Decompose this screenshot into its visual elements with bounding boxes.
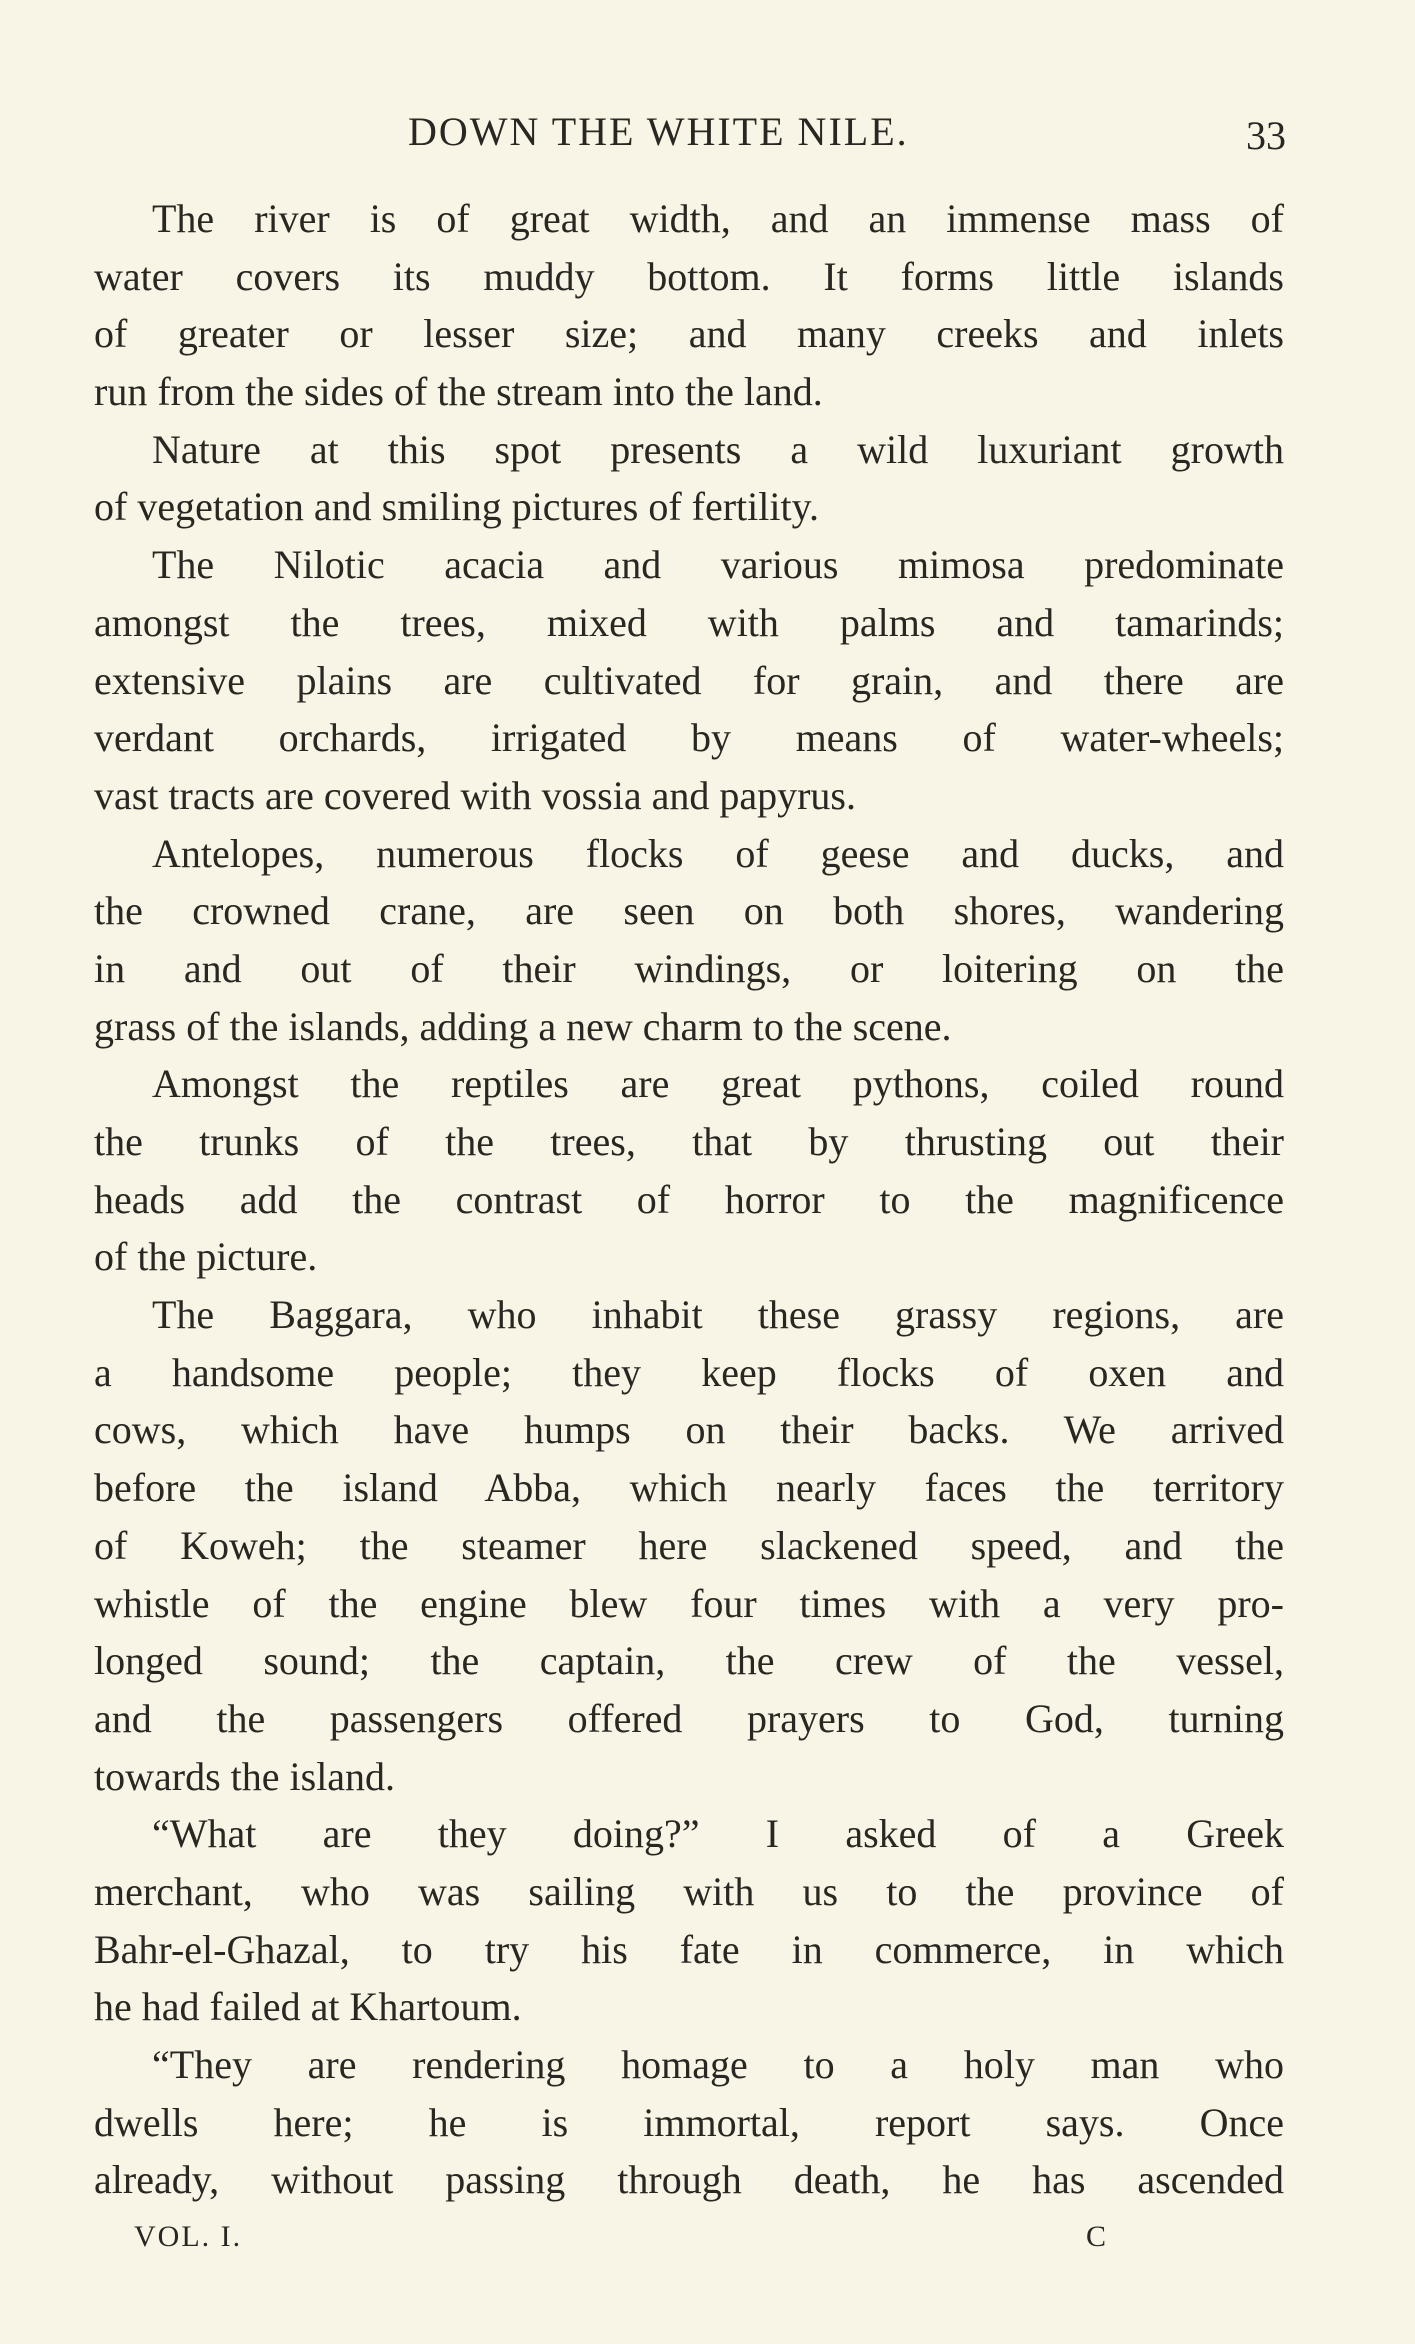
text-line: The Baggara, who inhabit these grassy regions, are bbox=[152, 1292, 1284, 1338]
body-text bbox=[94, 190, 1284, 2209]
text-line: of Koweh; the steamer here slackened speed, and the bbox=[94, 1522, 1284, 1568]
page-footer bbox=[0, 2220, 1415, 2270]
text-line: Bahr-el-Ghazal, to try his fate in commerce, in which bbox=[94, 1926, 1284, 1972]
text-line: The river is of great width, and an immense mass of bbox=[152, 196, 1284, 241]
text-line: verdant orchards, irrigated by means of water-wheels; bbox=[94, 715, 1284, 761]
text-line: grass of the islands, adding a new charm to the scene. bbox=[94, 1003, 952, 1049]
page-number: 33 bbox=[1246, 113, 1286, 158]
text-line: “They are rendering homage to a holy man who bbox=[152, 2042, 1284, 2087]
signature-mark: C bbox=[1086, 2220, 1107, 2253]
running-title: DOWN THE WHITE NILE. bbox=[408, 109, 909, 154]
volume-mark: VOL. I. bbox=[134, 2220, 243, 2253]
text-line: of vegetation and smiling pictures of fertility. bbox=[94, 484, 819, 530]
text-line: in and out of their windings, or loitering on the bbox=[94, 945, 1284, 991]
text-line: before the island Abba, which nearly faces the territory bbox=[94, 1465, 1284, 1511]
text-line: the trunks of the trees, that by thrusting out their bbox=[94, 1119, 1284, 1164]
text-line: amongst the trees, mixed with palms and tamarinds; bbox=[94, 599, 1284, 645]
text-line: dwells here; he is immortal, report says. Once bbox=[94, 2099, 1284, 2145]
text-line: of greater or lesser size; and many creeks and inlets bbox=[94, 311, 1284, 357]
text-line: run from the sides of the stream into the land. bbox=[94, 369, 823, 415]
text-line: The Nilotic acacia and various mimosa predominate bbox=[152, 542, 1284, 588]
text-line: and the passengers offered prayers to God, turning bbox=[94, 1695, 1284, 1741]
text-line: whistle of the engine blew four times with a very pro- bbox=[94, 1580, 1284, 1626]
text-line: vast tracts are covered with vossia and papyrus. bbox=[94, 772, 856, 818]
text-line: cows, which have humps on their backs. We arrived bbox=[94, 1407, 1284, 1453]
text-line: Amongst the reptiles are great pythons, coiled round bbox=[152, 1061, 1284, 1107]
running-head bbox=[0, 108, 1415, 160]
text-line: of the picture. bbox=[94, 1234, 318, 1280]
text-line: water covers its muddy bottom. It forms little islands bbox=[94, 253, 1284, 299]
text-line: merchant, who was sailing with us to the province of bbox=[94, 1868, 1284, 1914]
text-line: the crowned crane, are seen on both shores, wandering bbox=[94, 888, 1284, 934]
text-line: towards the island. bbox=[94, 1753, 396, 1799]
text-line: a handsome people; they keep flocks of oxen and bbox=[94, 1349, 1284, 1395]
text-line: he had failed at Khartoum. bbox=[94, 1984, 522, 2030]
text-line: extensive plains are cultivated for grain, and there are bbox=[94, 657, 1284, 703]
text-line: heads add the contrast of horror to the magnificence bbox=[94, 1176, 1284, 1222]
text-line: already, without passing through death, he has ascended bbox=[94, 2157, 1284, 2203]
text-line: Antelopes, numerous flocks of geese and ducks, and bbox=[152, 830, 1284, 876]
text-line: Nature at this spot presents a wild luxuriant growth bbox=[152, 426, 1284, 472]
text-line: “What are they doing?” I asked of a Greek bbox=[152, 1811, 1284, 1857]
text-line: longed sound; the captain, the crew of the vessel, bbox=[94, 1638, 1284, 1684]
